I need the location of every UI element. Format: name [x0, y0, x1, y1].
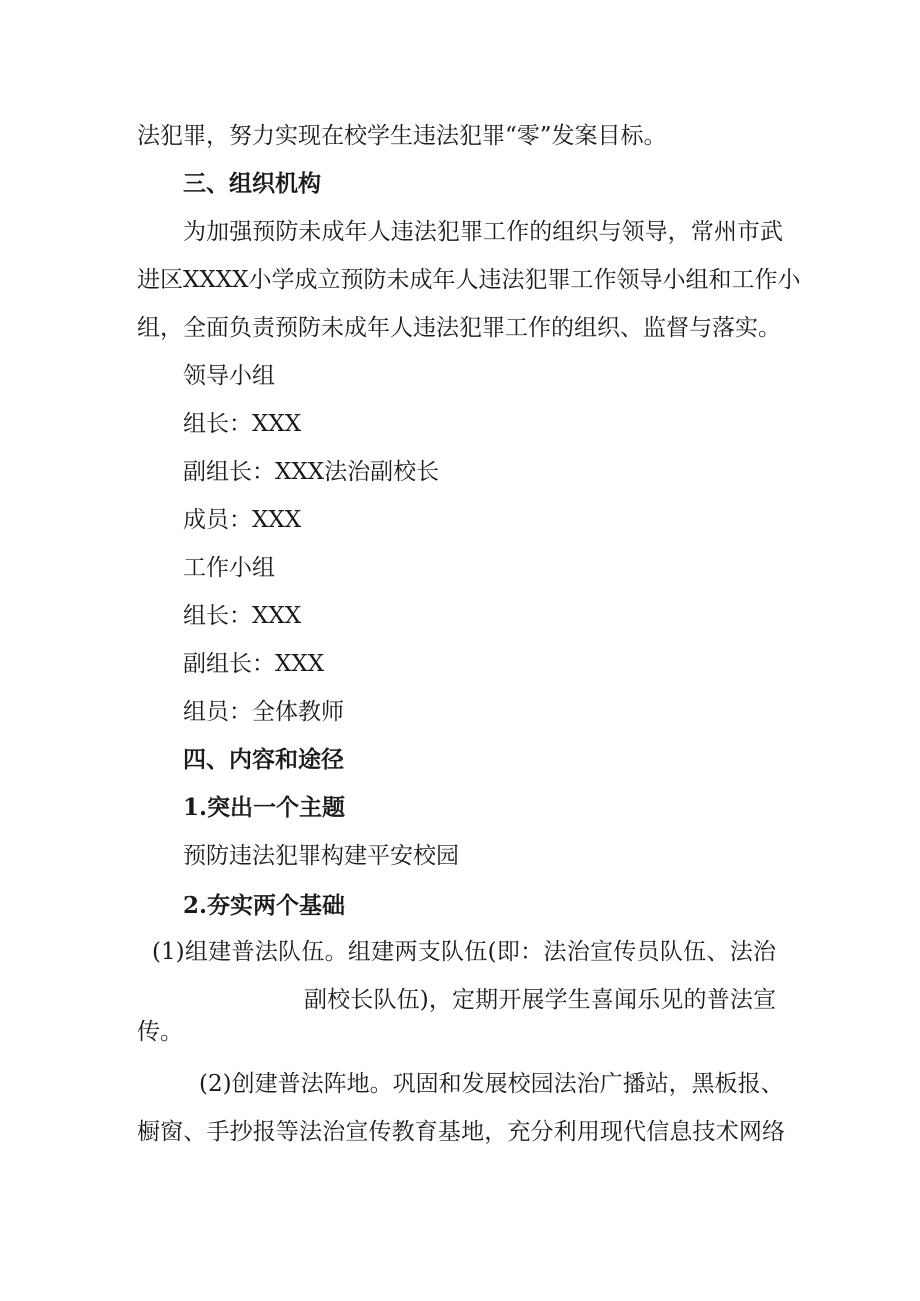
group-title: 工作小组 — [183, 555, 275, 581]
body-line: (1)组建普法队伍。组建两支队伍(即：法治宣传员队伍、法治 — [152, 939, 776, 965]
member-line: 组长：XXX — [183, 411, 302, 437]
body-line: 组，全面负责预防未成年人违法犯罪工作的组织、监督与落实。 — [137, 315, 781, 341]
member-line: 副组长：XXX — [183, 651, 325, 677]
section-heading: 三、组织机构 — [183, 170, 321, 197]
section-heading: 四、内容和途径 — [183, 746, 344, 773]
body-line: 预防违法犯罪构建平安校园 — [183, 843, 459, 869]
body-line: 传。 — [137, 1019, 183, 1045]
subsection-heading: 1.突出一个主题 — [183, 794, 346, 821]
body-line: 法犯罪，努力实现在校学生违法犯罪“零”发案目标。 — [137, 123, 667, 149]
member-line: 副组长：XXX法治副校长 — [183, 459, 440, 485]
subsection-heading: 2.夯实两个基础 — [183, 892, 346, 919]
body-line: 进区XXXX小学成立预防未成年人违法犯罪工作领导小组和工作小 — [137, 267, 801, 293]
member-line: 组长：XXX — [183, 603, 302, 629]
member-line: 组员：全体教师 — [183, 699, 344, 725]
body-line: 副校长队伍)，定期开展学生喜闻乐见的普法宣 — [304, 987, 776, 1013]
group-title: 领导小组 — [183, 363, 275, 389]
body-line: 橱窗、手抄报等法治宣传教育基地，充分利用现代信息技术网络 — [137, 1119, 785, 1145]
body-line: (2)创建普法阵地。巩固和发展校园法治广播站，黑板报、 — [199, 1071, 784, 1097]
body-line: 为加强预防未成年人违法犯罪工作的组织与领导，常州市武 — [183, 219, 783, 245]
member-line: 成员：XXX — [183, 507, 302, 533]
